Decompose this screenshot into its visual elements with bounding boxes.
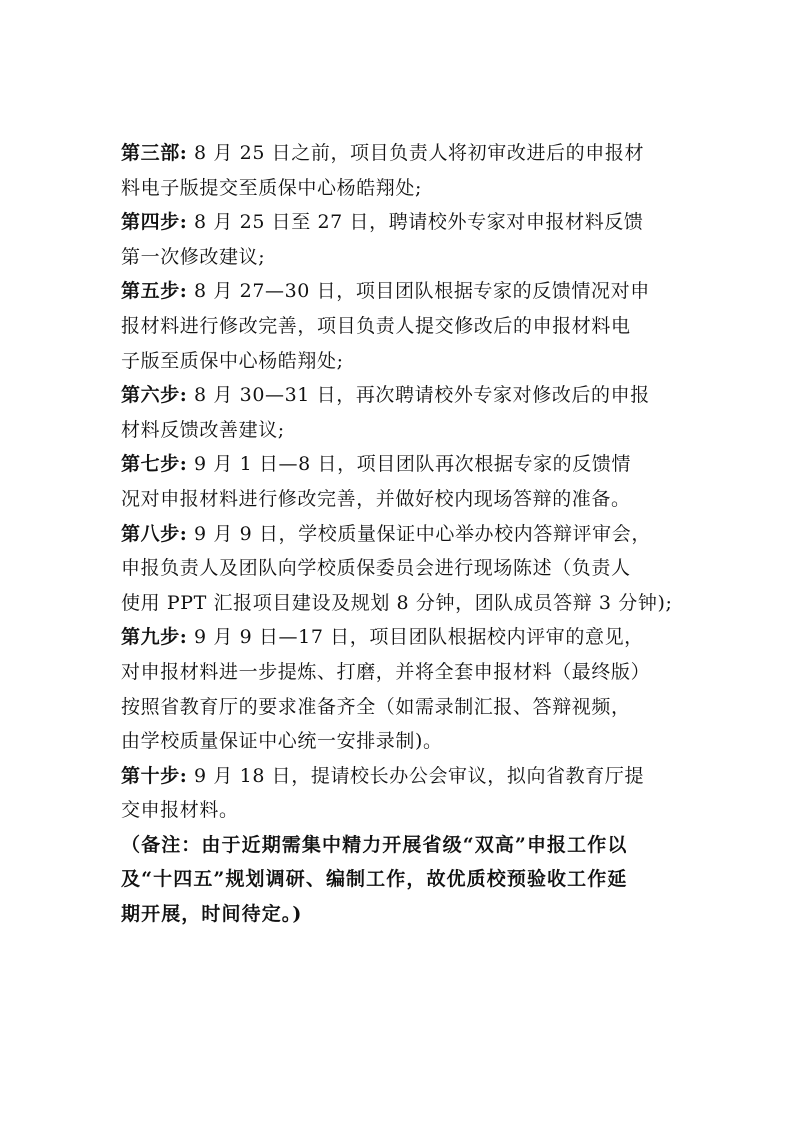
step-4-line-2: 第一次修改建议; [121,245,266,268]
step-7-text: 9 月 1 日—8 日，项目团队再次根据专家的反馈情 [187,453,632,476]
remark-line-2: 及“十四五”规划调研、编制工作，故优质校预验收工作延 [121,868,628,891]
step-3-line-2: 料电子版提交至质保中心杨皓翔处; [121,176,423,199]
step-10-text: 9 月 18 日，提请校长办公会审议，拟向省教育厅提 [187,764,645,787]
step-10 [121,759,681,828]
step-7-line-2: 况对申报材料进行修改完善，并做好校内现场答辩的准备。 [121,487,631,510]
step-6-label: 第六步: [121,384,188,407]
step-9-line-1 [121,620,681,655]
step-6-line-1 [121,378,681,413]
step-9-line-2: 对申报材料进一步提炼、打磨，并将全套申报材料（最终版） [121,660,651,683]
step-5-text: 8 月 27—30 日，项目团队根据专家的反馈情况对申 [187,280,650,303]
step-8-line-3: 使用 PPT 汇报项目建设及规划 8 分钟，团队成员答辩 3 分钟); [121,591,673,614]
step-4-line-1 [121,205,681,240]
step-4-text: 8 月 25 日至 27 日，聘请校外专家对申报材料反馈 [187,211,644,234]
step-8-line-1 [121,517,681,552]
step-8 [121,517,681,621]
step-8-line-2: 申报负责人及团队向学校质保委员会进行现场陈述（负责人 [121,557,631,580]
step-7-line-1 [121,447,681,482]
step-5-line-2: 报材料进行修改完善，项目负责人提交修改后的申报材料电 [121,314,631,337]
step-9-label: 第九步: [121,626,188,649]
step-6 [121,378,681,447]
step-9-line-3: 按照省教育厅的要求准备齐全（如需录制汇报、答辩视频， [121,695,631,718]
step-9 [121,620,681,758]
step-8-label: 第八步: [121,522,188,545]
step-10-line-1 [121,759,681,794]
step-4 [121,205,681,274]
remark-note [121,828,681,932]
remark-line-1: （备注：由于近期需集中精力开展省级“双高”申报工作以 [121,833,628,856]
step-5 [121,274,681,378]
step-3-line-1 [121,136,681,171]
step-9-line-4: 由学校质量保证中心统一安排录制)。 [121,730,443,753]
step-5-label: 第五步: [121,280,188,303]
step-7-label: 第七步: [121,453,188,476]
document-body [121,136,681,932]
step-6-line-2: 材料反馈改善建议; [121,418,285,441]
step-6-text: 8 月 30—31 日，再次聘请校外专家对修改后的申报 [187,384,650,407]
step-3-text: 8 月 25 日之前，项目负责人将初审改进后的申报材 [187,142,645,164]
step-7 [121,447,681,516]
step-8-text: 9 月 9 日，学校质量保证中心举办校内答辩评审会， [187,522,651,545]
step-10-label: 第十步: [121,764,188,787]
step-3 [121,136,681,205]
remark-line-3: 期开展，时间待定。) [121,903,303,926]
step-5-line-1 [121,274,681,309]
step-4-label: 第四步: [121,211,188,234]
step-3-label: 第三部: [121,142,188,164]
step-10-line-2: 交申报材料。 [121,799,239,822]
step-9-text: 9 月 9 日—17 日，项目团队根据校内评审的意见， [187,626,644,649]
step-5-line-3: 子版至质保中心杨皓翔处; [121,349,344,372]
